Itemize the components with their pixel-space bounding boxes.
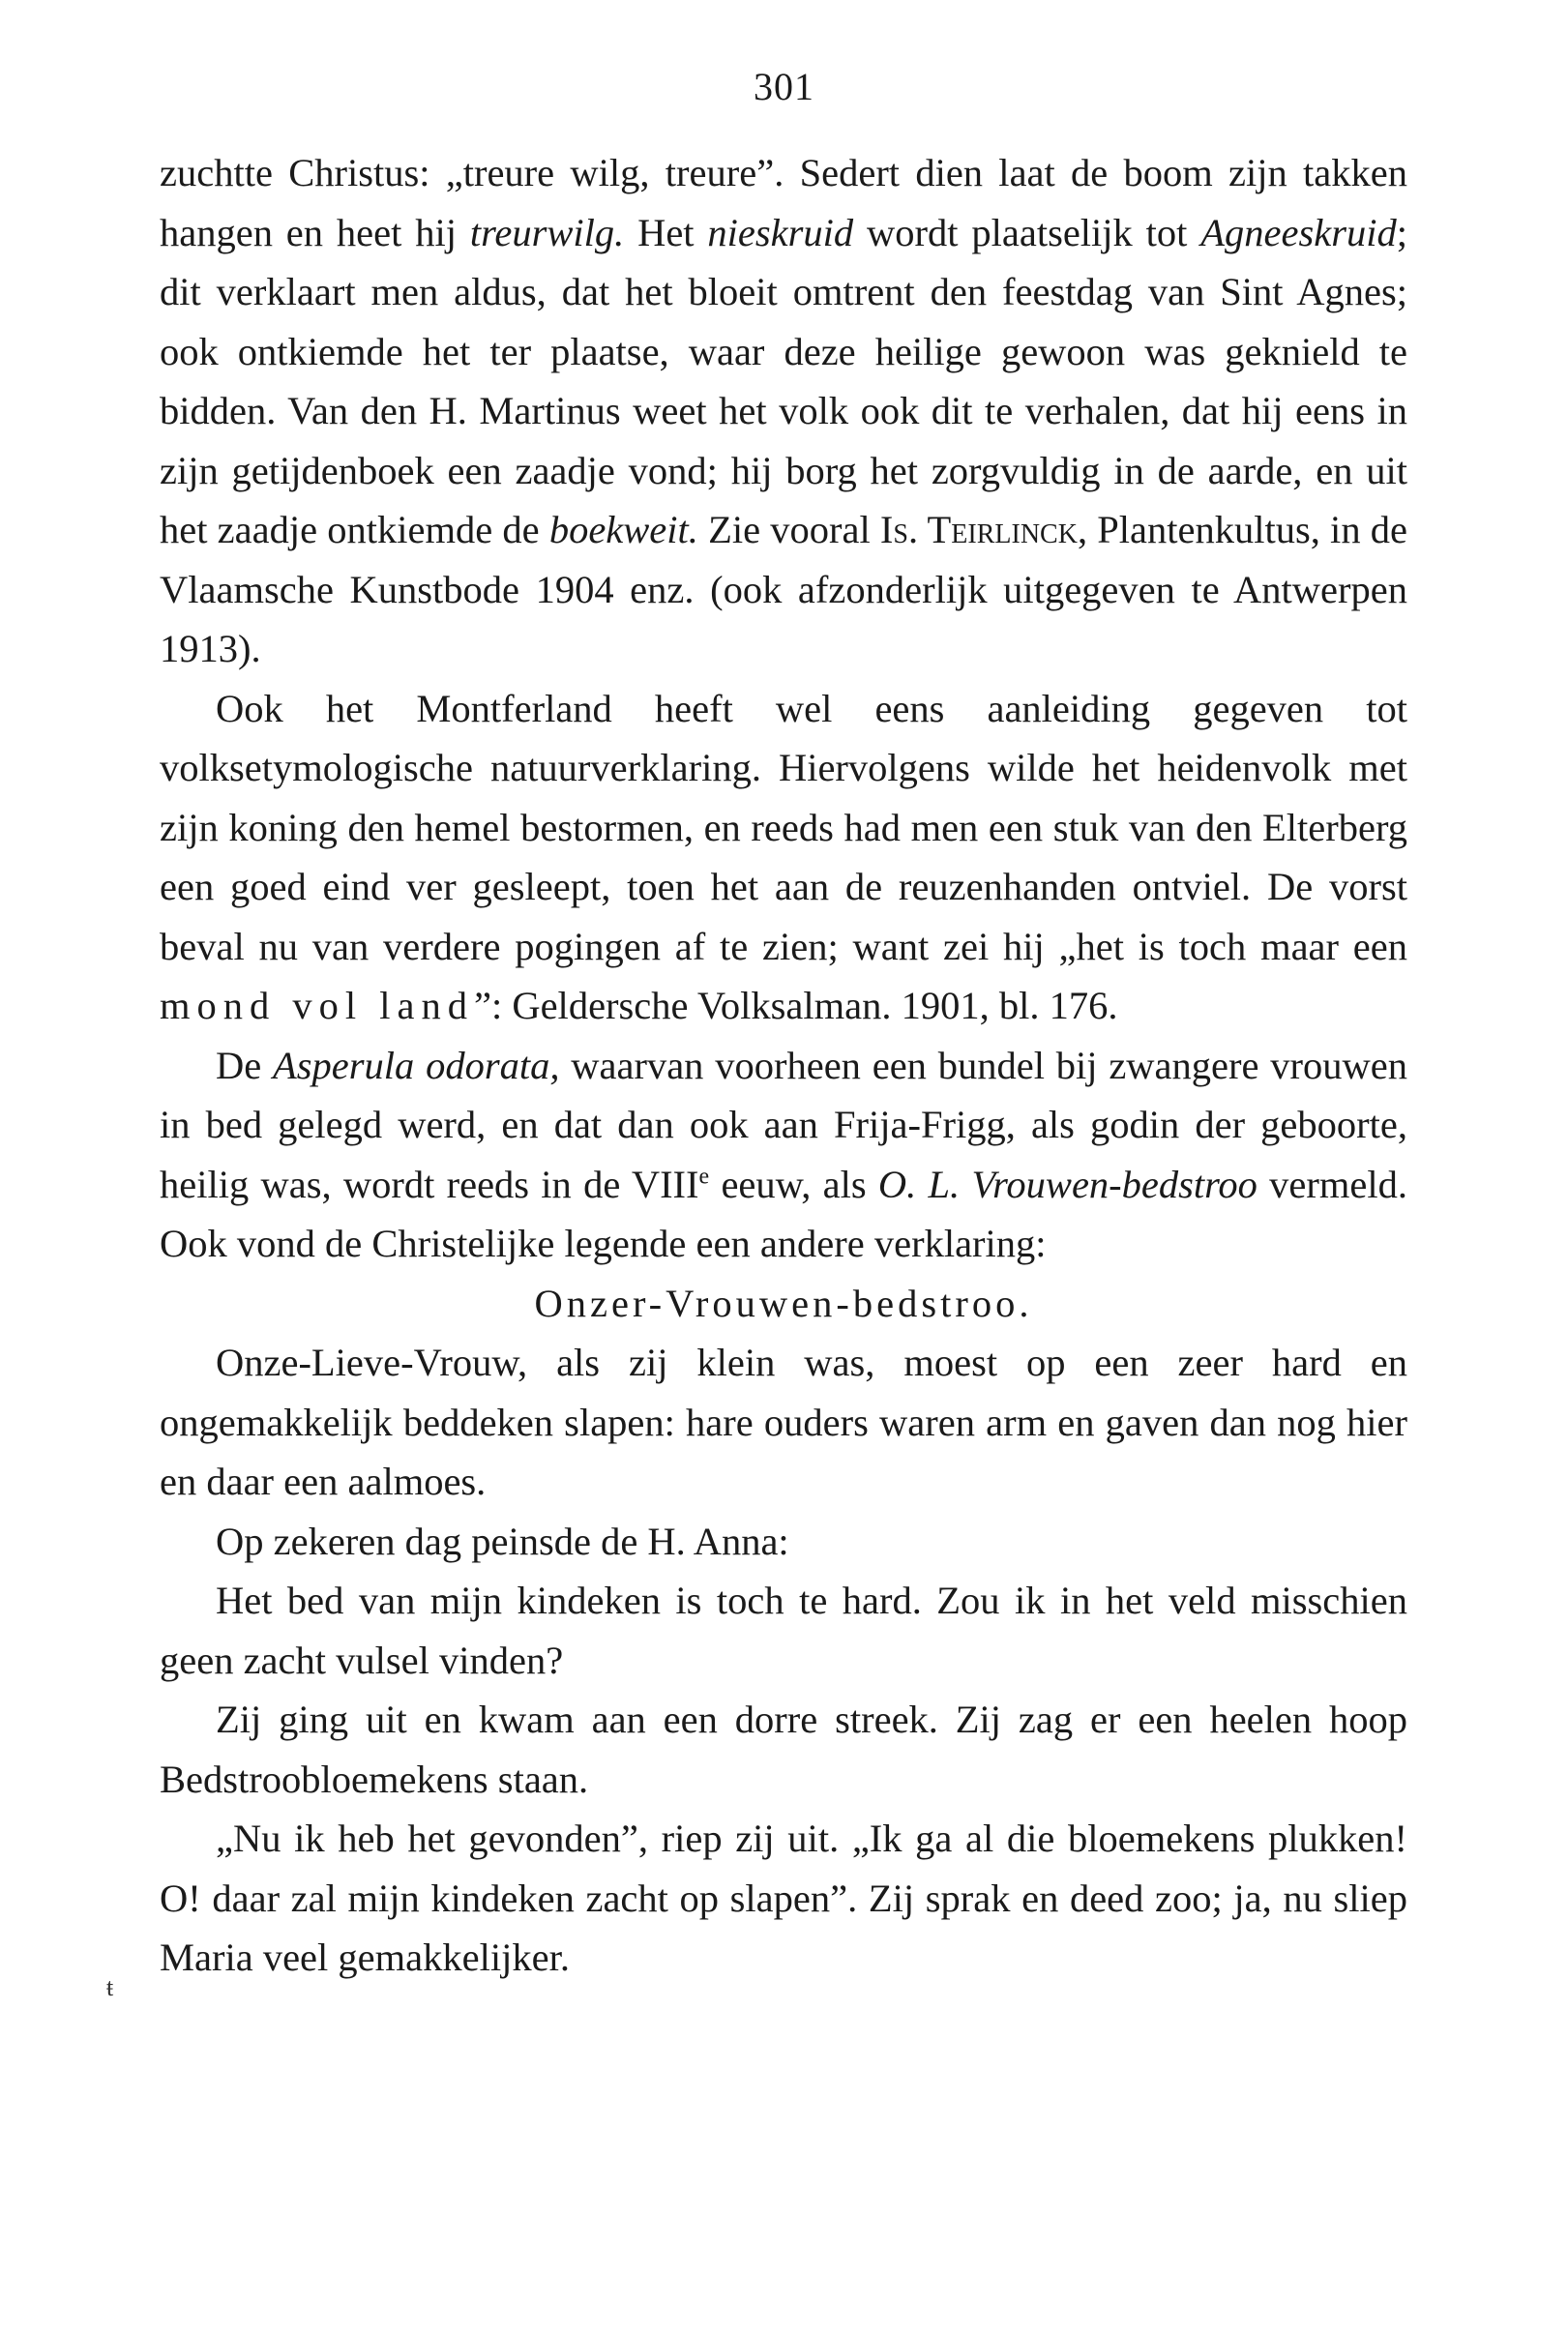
text-run: ; dit verklaart men aldus, dat het bloeit omtrent den feestdag van Sint Agnes; ook ontkiemde het ter plaatse, waar deze heilige gewoon was geknield te bidden. Van den H. Martinus weet het volk ook dit te verhalen, dat hij eens in zijn getijdenboek een zaadje vond; hij borg het zorgvuldig in de aarde, en uit het zaadje ontkiemde de xyxy=(160,210,1407,551)
italic-term: boekweit. xyxy=(548,508,698,551)
author-name: Is. Teirlinck xyxy=(879,508,1078,551)
text-run: eeuw, als xyxy=(709,1162,878,1206)
text-run: Ook het Montferland heeft wel eens aanleiding gegeven tot volksetymologische natuurverklaring. Hiervolgens wilde het heidenvolk met zijn koning den hemel bestormen, en reeds had men een stuk van den Elterberg een goed eind ver gesleept, toen het aan de reuzenhanden ontviel. De vorst beval nu van verdere pogingen af te zien; want zei hij „het is toch maar een xyxy=(160,686,1407,968)
text-run: vermeld. Ook vond de Christelijke legende een andere verklaring: xyxy=(160,1162,1407,1265)
page-number: 301 xyxy=(754,65,814,108)
paragraph-4: Onze-Lieve-Vrouw, als zij klein was, moest op een zeer hard en ongemakkelijk beddeken slapen: hare ouders waren arm en gaven dan nog hier en daar een aalmoes. xyxy=(160,1341,1407,1503)
text-run: zuchtte Christus: „treure wilg, treure”. Sedert dien laat de boom zijn takken hangen en heet hij xyxy=(160,151,1407,254)
paragraph-2 xyxy=(160,679,1407,1036)
text-run: , Plantenkultus, in de Vlaamsche Kunstbode 1904 enz. (ook afzonderlijk uitgegeven te Antwerpen 1913). xyxy=(160,508,1407,670)
margin-mark: ŧ xyxy=(106,1973,114,2001)
italic-term: Agneeskruid xyxy=(1200,210,1397,254)
text-run: wordt plaatselijk tot xyxy=(853,210,1201,254)
text-run: Het xyxy=(624,210,708,254)
italic-term: treurwilg. xyxy=(469,210,625,254)
italic-term: O. L. Vrouwen-bedstroo xyxy=(877,1162,1257,1206)
paragraph-1 xyxy=(160,143,1407,679)
paragraph-7: Zij ging uit en kwam aan een dorre streek. Zij zag er een heelen hoop Bedstroobloemekens staan. xyxy=(160,1698,1407,1801)
text-run: De xyxy=(216,1043,274,1087)
body-text xyxy=(160,143,1407,1988)
paragraph-5: Op zekeren dag peinsde de H. Anna: xyxy=(216,1519,789,1563)
italic-term: nieskruid xyxy=(707,210,854,254)
paragraph-6: Het bed van mijn kindeken is toch te hard. Zou ik in het veld misschien geen zacht vulsel vinden? xyxy=(160,1579,1407,1682)
text-run: waarvan voorheen een bundel bij zwangere vrouwen in bed gelegd werd, en dat dan ook aan Frija-Frigg, als godin der geboorte, heilig was, wordt reeds in de VIII xyxy=(160,1043,1407,1206)
paragraph-3 xyxy=(160,1036,1407,1274)
legend-heading: Onzer-Vrouwen-bedstroo. xyxy=(534,1281,1033,1325)
italic-term: Asperula odorata, xyxy=(273,1043,560,1087)
text-run: ”: Geldersche Volksalman. 1901, bl. 176. xyxy=(473,984,1118,1027)
text-run: Zie vooral xyxy=(697,508,880,551)
paragraph-8: „Nu ik heb het gevonden”, riep zij uit. „Ik ga al die bloemekens plukken! O! daar zal mijn kindeken zacht op slapen”. Zij sprak en deed zoo; ja, nu sliep Maria veel gemakkelijker. xyxy=(160,1817,1407,1979)
superscript: e xyxy=(698,1164,710,1189)
spaced-phrase: mond vol land xyxy=(160,984,474,1027)
